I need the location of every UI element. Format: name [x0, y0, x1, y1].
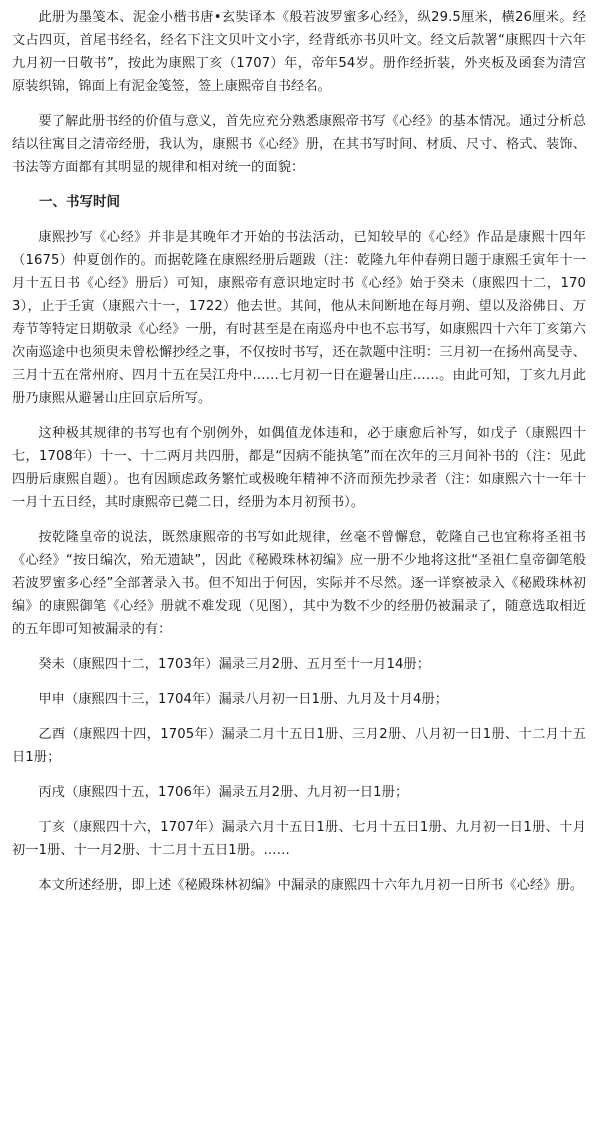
closing-paragraph: 本文所述经册，即上述《秘殿珠林初编》中漏录的康熙四十六年九月初一日所书《心经》册。 — [38, 878, 584, 893]
intro-paragraph: 此册为墨笺本、泥金小楷书唐•玄奘译本《般若波罗蜜多心经》，纵29.5厘米，横26厘米。经文占四页，首尾书经名，经名下注文贝叶文小字，经背纸亦书贝叶文。经文后款署“康熙四十六年九月初一日敬书”，按此为康熙丁亥（1707）年，帝年54岁。册作经折装，外夹板及函套为清宫原装织锦，锦面上有泥金笺签，签上康熙帝自书经名。 — [12, 10, 586, 94]
section-heading: 一、书写时间 — [39, 194, 120, 210]
section-paragraph: 这种极其规律的书写也有个别例外，如偶值龙体违和，必于康愈后补写，如戊子（康熙四十七，1708年）十一、十二两月共四册，都是“因病不能执笔”而在次年的三月间补书的（注：见此四册后康熙自题）。也有因顾虑政务繁忙或极晚年精神不济而预先抄录者（注：如康熙六十一年十一月十五日经，其时康熙帝已薨二日，经册为本月初预书）。 — [12, 426, 586, 510]
overview-paragraph: 要了解此册书经的价值与意义，首先应充分熟悉康熙帝书写《心经》的基本情况。通过分析总结以往寓目之清帝经册，我认为，康熙书《心经》册，在其书写时间、材质、尺寸、格式、装饰、书法等方面都有其明显的规律和相对统一的面貌： — [12, 114, 586, 175]
section-paragraph: 康熙抄写《心经》并非是其晚年才开始的书法活动，已知较早的《心经》作品是康熙十四年（1675）仲夏创作的。而据乾隆在康熙经册后题跋（注：乾隆九年仲春朔日题于康熙壬寅年十一月十五日书《心经》册后）可知，康熙帝有意识地定时书《心经》始于癸未（康熙四十二，1703），止于壬寅（康熙六十一，1722）他去世。其间，他从未间断地在每月朔、望以及浴佛日、万寿节等特定日期敬录《心经》一册，有时甚至是在南巡舟中也不忘书写，如康熙四十六年丁亥第六次南巡途中也须臾未曾松懈抄经之事，不仅按时书写，还在款题中注明：三月初一在扬州高旻寺、三月十五在常州府、四月十五在吴江舟中……七月初一日在避暑山庄……。由此可知，丁亥九月此册乃康熙从避暑山庄回京后所写。 — [12, 230, 586, 406]
list-item: 乙酉（康熙四十四，1705年）漏录二月十五日1册、三月2册、八月初一日1册、十二月十五日1册； — [12, 727, 586, 765]
list-item: 癸未（康熙四十二，1703年）漏录三月2册、五月至十一月14册； — [38, 657, 431, 672]
list-item: 甲申（康熙四十三，1704年）漏录八月初一日1册、九月及十月4册； — [38, 692, 449, 707]
list-item: 丙戌（康熙四十五，1706年）漏录五月2册、九月初一日1册； — [38, 785, 409, 800]
list-item: 丁亥（康熙四十六，1707年）漏录六月十五日1册、七月十五日1册、九月初一日1册、十月初一1册、十一月2册、十二月十五日1册。…… — [12, 820, 586, 858]
section-paragraph: 按乾隆皇帝的说法，既然康熙帝的书写如此规律，丝毫不曾懈怠，乾隆自己也宜称将圣祖书《心经》“按日编次，殆无遗缺”，因此《秘殿珠林初编》应一册不少地将这批“圣祖仁皇帝御笔般若波罗蜜多心经”全部著录入书。但不知出于何因，实际并不尽然。逐一详察被录入《秘殿珠林初编》的康熙御笔《心经》册就不难发现（见图），其中为数不少的经册仍被漏录了，随意选取相近的五年即可知被漏录的有： — [12, 530, 586, 637]
